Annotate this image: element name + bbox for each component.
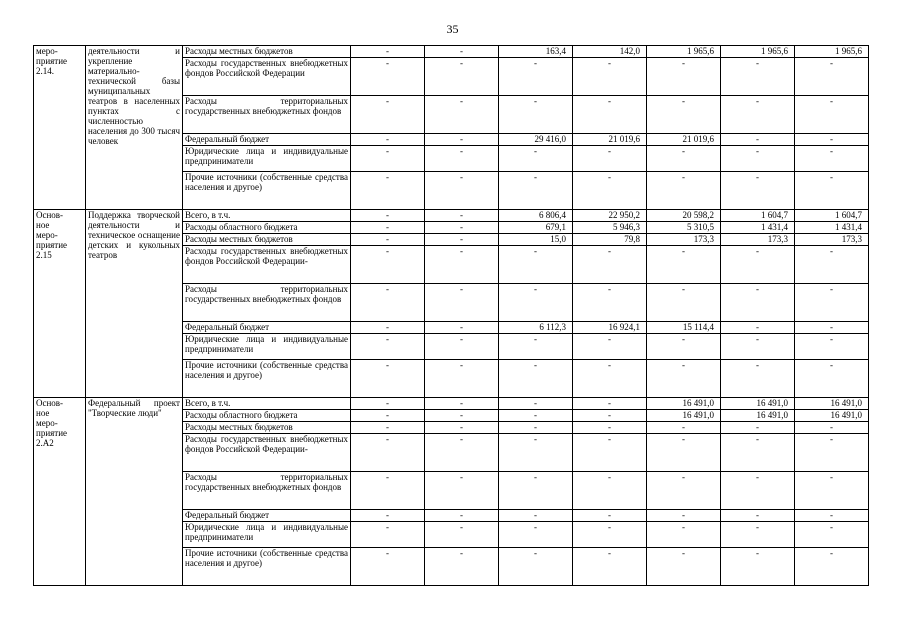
value-cell: - (573, 284, 647, 322)
value-cell: - (647, 548, 721, 586)
value-cell: - (425, 210, 499, 222)
value-cell: - (425, 46, 499, 58)
value-cell: - (425, 134, 499, 146)
value-cell: 16 491,0 (795, 410, 869, 422)
value-cell: - (351, 410, 425, 422)
value-cell: - (425, 548, 499, 586)
value-cell: - (795, 522, 869, 548)
value-cell: - (647, 334, 721, 360)
value-cell: - (647, 246, 721, 284)
value-cell: - (573, 172, 647, 210)
value-cell: - (573, 548, 647, 586)
value-cell: - (351, 58, 425, 96)
value-cell: - (351, 322, 425, 334)
value-cell: - (647, 522, 721, 548)
value-cell: - (351, 510, 425, 522)
value-cell: - (721, 322, 795, 334)
value-cell: - (647, 146, 721, 172)
value-cell: - (351, 96, 425, 134)
value-cell: - (647, 360, 721, 398)
value-cell: - (721, 284, 795, 322)
value-cell: - (647, 172, 721, 210)
value-cell: 6 806,4 (499, 210, 573, 222)
value-cell: - (425, 422, 499, 434)
value-cell: - (351, 234, 425, 246)
value-cell: 142,0 (573, 46, 647, 58)
value-cell: - (647, 96, 721, 134)
measure-cell: меро- приятие 2.14. (34, 46, 86, 210)
value-cell: - (795, 472, 869, 510)
value-cell: - (351, 472, 425, 510)
value-cell: - (795, 548, 869, 586)
value-cell: - (573, 472, 647, 510)
value-cell: - (795, 284, 869, 322)
funding-source-cell: Расходы территориальных государственных внебюджетных фондов (183, 284, 351, 322)
value-cell: - (721, 422, 795, 434)
value-cell: - (351, 46, 425, 58)
funding-table-body (34, 46, 869, 586)
value-cell: 173,3 (795, 234, 869, 246)
value-cell: 1 604,7 (795, 210, 869, 222)
value-cell: - (351, 284, 425, 322)
value-cell: - (573, 522, 647, 548)
value-cell: - (795, 246, 869, 284)
value-cell: - (721, 134, 795, 146)
value-cell: - (351, 222, 425, 234)
value-cell: - (795, 172, 869, 210)
value-cell: 16 491,0 (647, 398, 721, 410)
value-cell: - (425, 360, 499, 398)
value-cell: - (351, 522, 425, 548)
value-cell: - (425, 472, 499, 510)
value-cell: - (499, 522, 573, 548)
funding-source-cell: Расходы территориальных государственных внебюджетных фондов (183, 96, 351, 134)
value-cell: 16 491,0 (647, 410, 721, 422)
value-cell: 163,4 (499, 46, 573, 58)
value-cell: - (425, 96, 499, 134)
funding-source-cell: Федеральный бюджет (183, 134, 351, 146)
value-cell: 16 491,0 (721, 410, 795, 422)
value-cell: - (499, 548, 573, 586)
funding-source-cell: Расходы территориальных государственных внебюджетных фондов (183, 472, 351, 510)
value-cell: - (795, 134, 869, 146)
funding-source-cell: Прочие источники (собственные средства населения и другое) (183, 172, 351, 210)
value-cell: - (721, 58, 795, 96)
value-cell: - (721, 472, 795, 510)
value-cell: - (573, 246, 647, 284)
value-cell: - (721, 510, 795, 522)
value-cell: - (573, 410, 647, 422)
value-cell: 16 491,0 (795, 398, 869, 410)
value-cell: - (351, 398, 425, 410)
funding-source-cell: Федеральный бюджет (183, 510, 351, 522)
value-cell: - (425, 410, 499, 422)
value-cell: - (499, 96, 573, 134)
value-cell: - (351, 360, 425, 398)
value-cell: - (647, 422, 721, 434)
funding-source-cell: Прочие источники (собственные средства населения и другое) (183, 360, 351, 398)
value-cell: - (721, 360, 795, 398)
funding-source-cell: Расходы государственных внебюджетных фондов Российской Федерации- (183, 246, 351, 284)
value-cell: - (351, 548, 425, 586)
value-cell: - (351, 434, 425, 472)
value-cell: - (499, 284, 573, 322)
value-cell: - (573, 146, 647, 172)
value-cell: - (795, 434, 869, 472)
funding-source-cell: Прочие источники (собственные средства населения и другое) (183, 548, 351, 586)
value-cell: 15,0 (499, 234, 573, 246)
value-cell: 1 431,4 (721, 222, 795, 234)
value-cell: - (721, 434, 795, 472)
value-cell: - (795, 510, 869, 522)
funding-source-cell: Юридические лица и индивидуальные предприниматели (183, 334, 351, 360)
funding-source-cell: Расходы местных бюджетов (183, 234, 351, 246)
value-cell: 1 965,6 (721, 46, 795, 58)
value-cell: - (425, 222, 499, 234)
value-cell: - (795, 58, 869, 96)
value-cell: - (647, 510, 721, 522)
value-cell: - (721, 172, 795, 210)
value-cell: - (721, 96, 795, 134)
page-number: 35 (446, 22, 459, 36)
value-cell: - (499, 360, 573, 398)
value-cell: - (499, 434, 573, 472)
value-cell: 1 965,6 (795, 46, 869, 58)
value-cell: - (425, 58, 499, 96)
funding-source-cell: Федеральный бюджет (183, 322, 351, 334)
value-cell: 1 431,4 (795, 222, 869, 234)
description-cell: Поддержка творческой деятельности и техническое оснащение детских и кукольных театров (86, 210, 183, 398)
value-cell: - (499, 422, 573, 434)
value-cell: - (499, 334, 573, 360)
value-cell: - (573, 434, 647, 472)
value-cell: 15 114,4 (647, 322, 721, 334)
value-cell: - (721, 522, 795, 548)
value-cell: - (573, 58, 647, 96)
value-cell: - (795, 322, 869, 334)
measure-cell: Основ- ное меро- приятие 2.А2 (34, 398, 86, 586)
value-cell: - (499, 410, 573, 422)
value-cell: - (647, 434, 721, 472)
funding-source-cell: Юридические лица и индивидуальные предприниматели (183, 146, 351, 172)
value-cell: - (499, 172, 573, 210)
value-cell: - (573, 422, 647, 434)
funding-table (33, 45, 869, 586)
value-cell: - (351, 422, 425, 434)
value-cell: 1 965,6 (647, 46, 721, 58)
value-cell: - (499, 472, 573, 510)
value-cell: 5 310,5 (647, 222, 721, 234)
value-cell: 29 416,0 (499, 134, 573, 146)
value-cell: - (573, 334, 647, 360)
value-cell: - (425, 398, 499, 410)
value-cell: - (425, 322, 499, 334)
value-cell: - (795, 96, 869, 134)
table-row (34, 46, 869, 58)
value-cell: - (721, 334, 795, 360)
value-cell: - (425, 334, 499, 360)
value-cell: - (499, 510, 573, 522)
value-cell: - (425, 234, 499, 246)
value-cell: 5 946,3 (573, 222, 647, 234)
value-cell: - (351, 172, 425, 210)
value-cell: - (647, 58, 721, 96)
value-cell: - (425, 510, 499, 522)
value-cell: 16 924,1 (573, 322, 647, 334)
value-cell: 16 491,0 (721, 398, 795, 410)
value-cell: - (573, 510, 647, 522)
description-cell: деятельности и укрепление материально-технической базы муниципальных театров в населенных пунктах с численностью населения до 300 тысяч человек (86, 46, 183, 210)
value-cell: - (573, 360, 647, 398)
funding-source-cell: Расходы государственных внебюджетных фондов Российской Федерации- (183, 434, 351, 472)
value-cell: 6 112,3 (499, 322, 573, 334)
table-row (34, 210, 869, 222)
value-cell: 21 019,6 (573, 134, 647, 146)
funding-source-cell: Всего, в т.ч. (183, 398, 351, 410)
value-cell: 79,8 (573, 234, 647, 246)
value-cell: - (647, 284, 721, 322)
value-cell: 679,1 (499, 222, 573, 234)
value-cell: - (795, 422, 869, 434)
value-cell: - (499, 398, 573, 410)
funding-source-cell: Расходы местных бюджетов (183, 46, 351, 58)
value-cell: - (795, 146, 869, 172)
value-cell: - (351, 246, 425, 284)
value-cell: - (425, 246, 499, 284)
value-cell: - (721, 246, 795, 284)
value-cell: 21 019,6 (647, 134, 721, 146)
value-cell: - (351, 146, 425, 172)
value-cell: 1 604,7 (721, 210, 795, 222)
funding-source-cell: Расходы областного бюджета (183, 222, 351, 234)
funding-source-cell: Расходы местных бюджетов (183, 422, 351, 434)
funding-source-cell: Расходы государственных внебюджетных фондов Российской Федерации (183, 58, 351, 96)
value-cell: - (351, 210, 425, 222)
value-cell: - (573, 398, 647, 410)
description-cell: Федеральный проект "Творческие люди" (86, 398, 183, 586)
value-cell: - (499, 246, 573, 284)
value-cell: - (795, 334, 869, 360)
value-cell: - (425, 146, 499, 172)
value-cell: - (721, 146, 795, 172)
value-cell: - (425, 434, 499, 472)
value-cell: 22 950,2 (573, 210, 647, 222)
value-cell: - (351, 134, 425, 146)
value-cell: 173,3 (721, 234, 795, 246)
table-row (34, 398, 869, 410)
value-cell: - (647, 472, 721, 510)
value-cell: - (721, 548, 795, 586)
value-cell: - (351, 334, 425, 360)
value-cell: - (425, 284, 499, 322)
value-cell: - (795, 360, 869, 398)
measure-cell: Основ- ное меро- приятие 2.15 (34, 210, 86, 398)
value-cell: - (425, 172, 499, 210)
funding-source-cell: Юридические лица и индивидуальные предприниматели (183, 522, 351, 548)
value-cell: - (425, 522, 499, 548)
value-cell: - (499, 146, 573, 172)
value-cell: 173,3 (647, 234, 721, 246)
value-cell: - (499, 58, 573, 96)
funding-source-cell: Всего, в т.ч. (183, 210, 351, 222)
funding-source-cell: Расходы областного бюджета (183, 410, 351, 422)
value-cell: - (573, 96, 647, 134)
value-cell: 20 598,2 (647, 210, 721, 222)
